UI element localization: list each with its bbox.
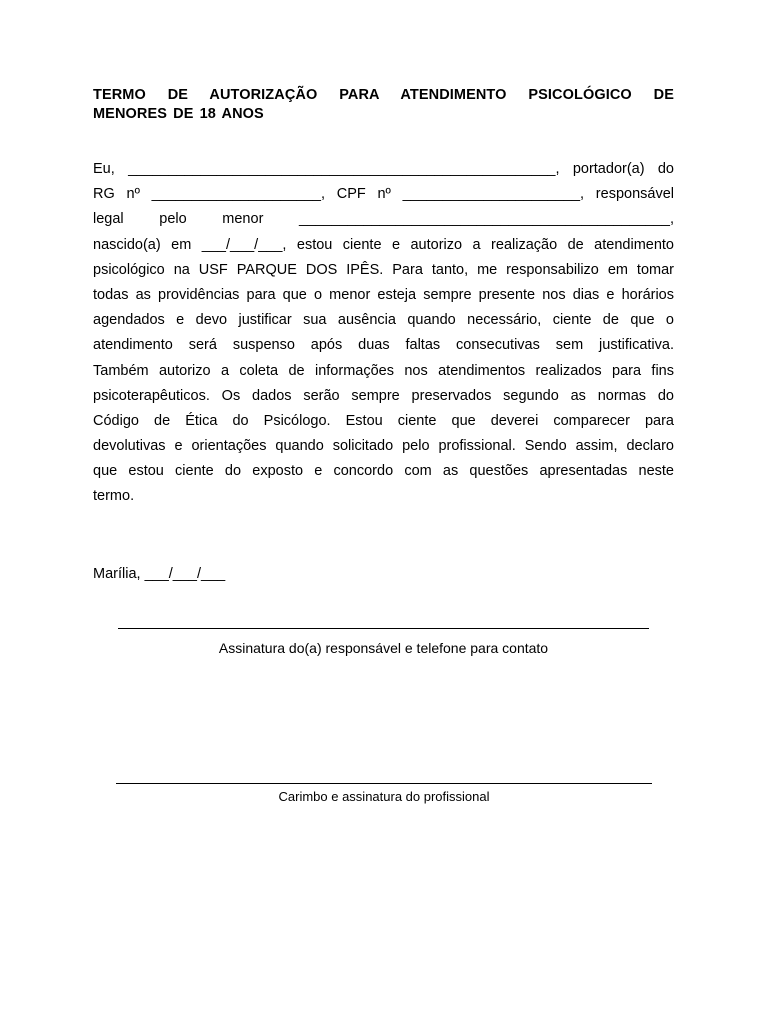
paragraph-line: devolutivas e orientações quando solicitado pelo profissional. Sendo assim, declaro xyxy=(93,438,674,455)
professional-signature-label: Carimbo e assinatura do profissional xyxy=(278,789,490,804)
professional-signature-line xyxy=(116,783,652,784)
responsible-signature-label: Assinatura do(a) responsável e telefone para contato xyxy=(218,640,549,656)
paragraph-line: Código de Ética do Psicólogo. Estou ciente que deverei comparecer para xyxy=(93,412,674,429)
paragraph-line: psicológico na USF PARQUE DOS IPÊS. Para tanto, me responsabilizo em tomar xyxy=(93,261,674,278)
document-title xyxy=(93,86,674,124)
authorization-paragraph xyxy=(93,157,674,510)
paragraph-line: nascido(a) em ___/___/___, estou ciente e autorizo a realização de atendimento xyxy=(93,236,674,253)
responsible-signature-line xyxy=(118,628,649,629)
paragraph-line: termo. xyxy=(93,488,135,505)
paragraph-line: que estou ciente do exposto e concordo com as questões apresentadas neste xyxy=(93,463,674,480)
title-line-2: MENORES DE 18 ANOS xyxy=(93,106,264,122)
paragraph-line: psicoterapêuticos. Os dados serão sempre preservados segundo as normas do xyxy=(93,387,674,404)
paragraph-line: Também autorizo a coleta de informações nos atendimentos realizados para fins xyxy=(93,362,674,379)
paragraph-line: agendados e devo justificar sua ausência quando necessário, ciente de que o xyxy=(93,312,674,329)
title-line-1: TERMO DE AUTORIZAÇÃO PARA ATENDIMENTO PSICOLÓGICO DE xyxy=(93,87,674,103)
paragraph-line: atendimento será suspenso após duas faltas consecutivas sem justificativa. xyxy=(93,337,674,354)
paragraph-line: legal pelo menor ______________________________________________, xyxy=(93,211,674,228)
place-and-date: Marília, ___/___/___ xyxy=(93,566,226,582)
paragraph-line: RG nº _____________________, CPF nº ______________________, responsável xyxy=(93,186,674,203)
paragraph-line: todas as providências para que o menor esteja sempre presente nos dias e horários xyxy=(93,286,674,303)
paragraph-line: Eu, _____________________________________________________, portador(a) do xyxy=(93,161,674,177)
